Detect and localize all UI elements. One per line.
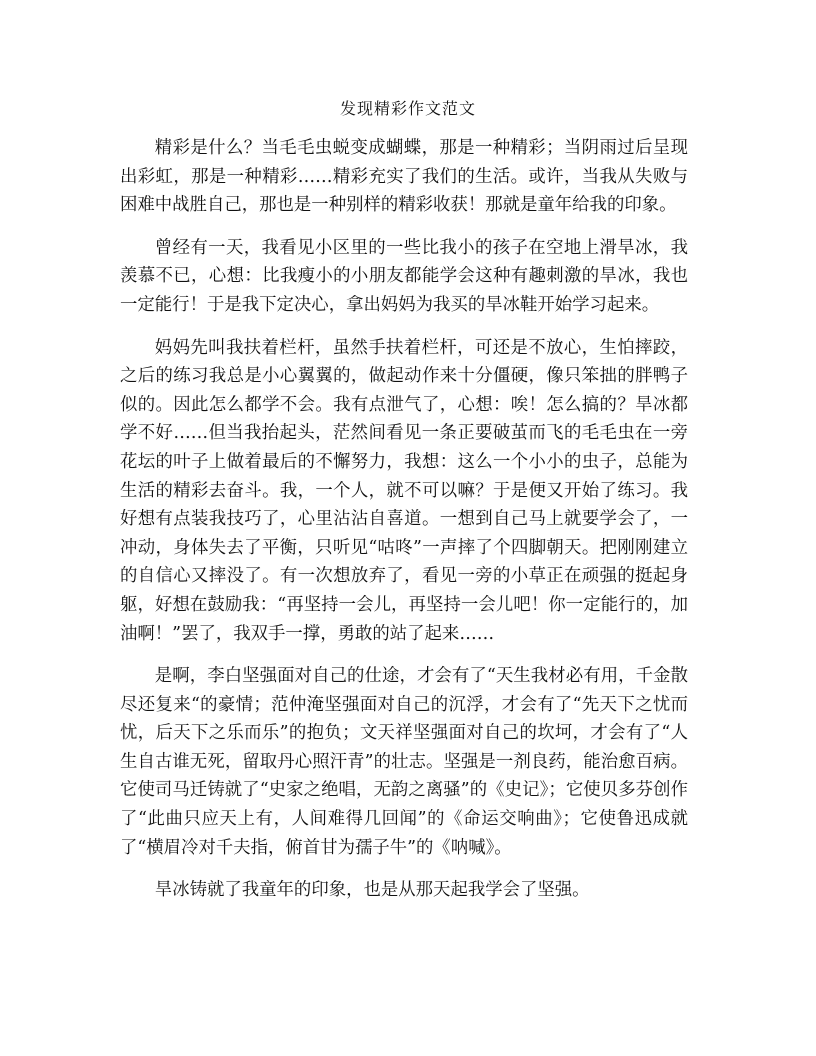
- paragraph-4: 是啊，李白坚强面对自己的仕途，才会有了“天生我材必有用，千金散尽还复来“的豪情；范仲淹坚强面对自己的沉浮，才会有了“先天下之忧而忧，后天下之乐而乐”的抱负；文天祥坚强面对自己的坎坷，才会有了“人生自古谁无死，留取丹心照汗青”的壮志。坚强是一剂良药，能治愈百病。它使司马迁铸就了“史家之绝唱，无韵之离骚”的《史记》；它使贝多芬创作了“此曲只应天上有，人间难得几回闻”的《命运交响曲》；它使鲁迅成就了“横眉冷对千夫指，俯首甘为孺子牛”的《呐喊》。: [120, 666, 688, 858]
- paragraph-2: 曾经有一天，我看见小区里的一些比我小的孩子在空地上滑旱冰，我羡慕不已，心想：比我瘦小的小朋友都能学会这种有趣刺激的旱冰，我也一定能行！于是我下定决心，拿出妈妈为我买的旱冰鞋开始学习起来。: [120, 237, 688, 315]
- document-body: [120, 134, 688, 919]
- paragraph-5: 旱冰铸就了我童年的印象，也是从那天起我学会了坚强。: [154, 880, 590, 901]
- paragraph-3: 妈妈先叫我扶着栏杆，虽然手扶着栏杆，可还是不放心，生怕摔跤，之后的练习我总是小心翼翼的，做起动作来十分僵硬，像只笨拙的胖鸭子似的。因此怎么都学不会。我有点泄气了，心想：唉！怎么搞的？旱冰都学不好……但当我抬起头，茫然间看见一条正要破茧而飞的毛毛虫在一旁花坛的叶子上做着最后的不懈努力，我想：这么一个小小的虫子，总能为生活的精彩去奋斗。我，一个人，就不可以嘛？于是便又开始了练习。我好想有点装我技巧了，心里沾沾自喜道。一想到自己马上就要学会了，一冲动，身体失去了平衡，只听见“咕咚”一声摔了个四脚朝天。把刚刚建立的自信心又摔没了。有一次想放弃了，看见一旁的小草正在顽强的挺起身躯，好想在鼓励我：“再坚持一会儿，再坚持一会儿吧！你一定能行的，加油啊！”罢了，我双手一撑，勇敢的站了起来……: [120, 337, 688, 644]
- document-title: 发现精彩作文范文: [339, 99, 476, 118]
- paragraph-1: 精彩是什么？当毛毛虫蜕变成蝴蝶，那是一种精彩；当阴雨过后呈现出彩虹，那是一种精彩……精彩充实了我们的生活。或许，当我从失败与困难中战胜自己，那也是一种别样的精彩收获！那就是童年给我的印象。: [120, 138, 688, 216]
